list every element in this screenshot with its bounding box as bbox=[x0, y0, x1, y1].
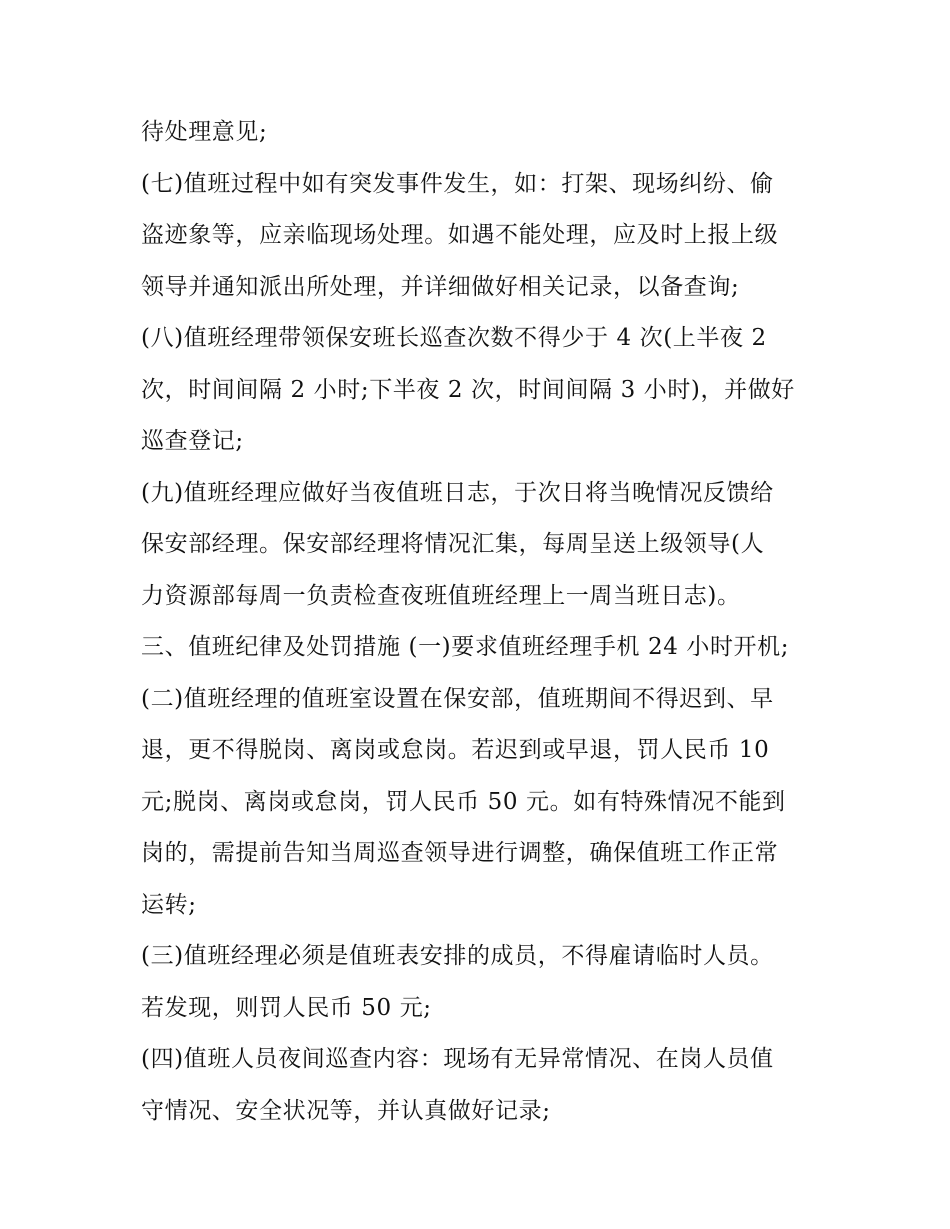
text-line: 力资源部每周一负责检查夜班值班经理上一周当班日志)。 bbox=[141, 582, 741, 609]
text-line: (四)值班人员夜间巡查内容：现场有无异常情况、在岗人员值 bbox=[141, 1046, 774, 1072]
text-line: 巡查登记; bbox=[141, 428, 244, 454]
text-line: (三)值班经理必须是值班表安排的成员，不得雇请临时人员。 bbox=[141, 943, 774, 969]
document-body bbox=[141, 107, 821, 1137]
text-line: 岗的，需提前告知当周巡查领导进行调整，确保值班工作正常 bbox=[141, 840, 779, 866]
text-line: (九)值班经理应做好当夜值班日志，于次日将当晚情况反馈给 bbox=[141, 479, 774, 506]
text-line: 盗迹象等，应亲临现场处理。如遇不能处理，应及时上报上级 bbox=[141, 222, 779, 248]
text-line: 退，更不得脱岗、离岗或怠岗。若迟到或早退，罚人民币 10 bbox=[141, 737, 770, 763]
text-line: (七)值班过程中如有突发事件发生，如：打架、现场纠纷、偷 bbox=[141, 170, 774, 197]
text-line: 待处理意见; bbox=[141, 119, 268, 145]
text-line: 领导并通知派出所处理，并详细做好相关记录，以备查询; bbox=[141, 273, 740, 300]
text-line: 元;脱岗、离岗或怠岗，罚人民币 50 元。如有特殊情况不能到 bbox=[141, 788, 786, 815]
text-line: 三、值班纪律及处罚措施 (一)要求值班经理手机 24 小时开机; bbox=[141, 634, 790, 660]
text-line: 运转; bbox=[141, 891, 197, 918]
text-line: 保安部经理。保安部经理将情况汇集，每周呈送上级领导(人 bbox=[141, 531, 765, 557]
text-line: (二)值班经理的值班室设置在保安部，值班期间不得迟到、早 bbox=[141, 685, 774, 712]
text-line: (八)值班经理带领保安班长巡查次数不得少于 4 次(上半夜 2 bbox=[141, 325, 767, 351]
text-line: 若发现，则罚人民币 50 元; bbox=[141, 994, 432, 1021]
text-line: 次，时间间隔 2 小时;下半夜 2 次，时间间隔 3 小时)，并做好 bbox=[141, 376, 795, 403]
text-line: 守情况、安全状况等，并认真做好记录; bbox=[141, 1097, 551, 1124]
